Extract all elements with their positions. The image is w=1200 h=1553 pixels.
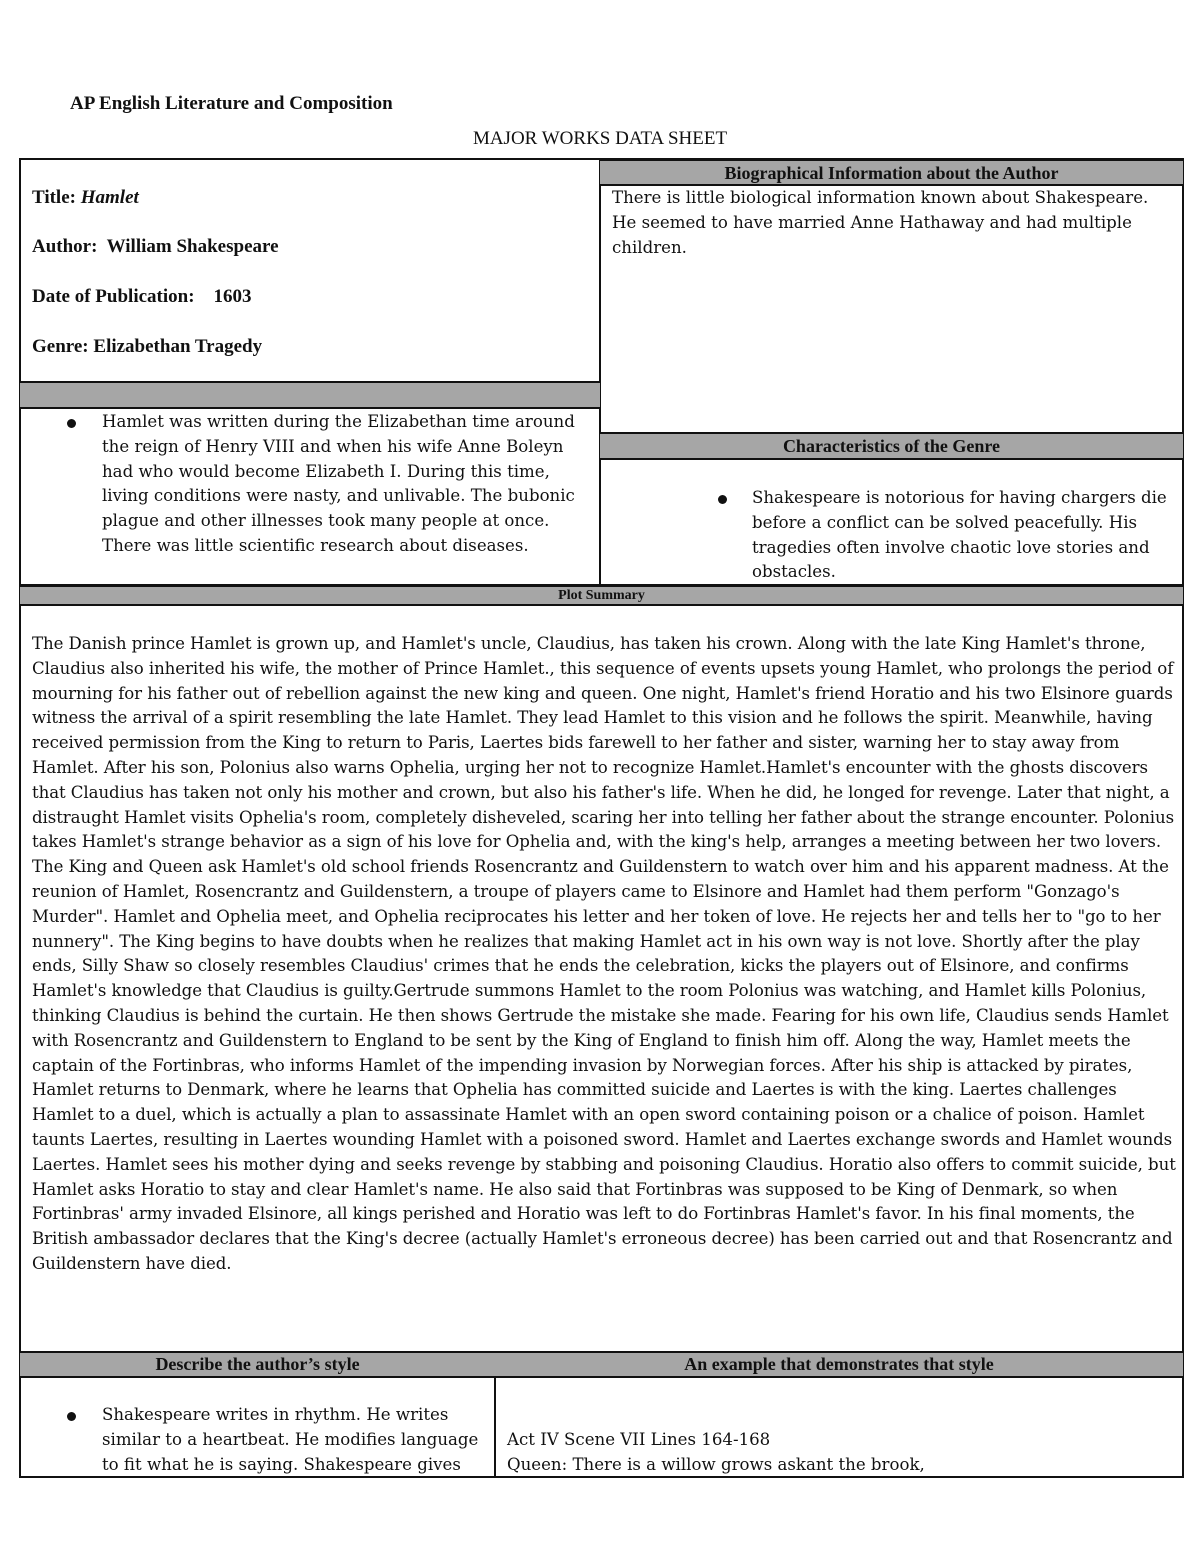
genre-label: Genre: xyxy=(32,336,89,357)
genre-bullet-dot xyxy=(718,495,727,504)
date-field xyxy=(32,286,252,308)
title-field xyxy=(32,187,139,209)
historical-bullet-dot xyxy=(67,419,76,428)
title-label: Title: xyxy=(32,187,76,208)
course-title: AP English Literature and Composition xyxy=(70,93,393,114)
genre-value: Elizabethan Tragedy xyxy=(93,336,263,357)
biography-header: Biographical Information about the Author xyxy=(600,159,1183,186)
style-example-line-2: Queen: There is a willow grows askant the brook, xyxy=(507,1455,925,1474)
historical-context-text: Hamlet was written during the Elizabethan time around the reign of Henry VIII and when his wife Anne Boleyn had who would become Elizabeth I. During this time, living conditions were nasty, and unlivable. The bubonic plague and other illnesses took many people at once. There was little scientific research about diseases. xyxy=(102,412,575,555)
style-example-header: An example that demonstrates that style xyxy=(495,1351,1183,1378)
author-style-text: Shakespeare writes in rhythm. He writes similar to a heartbeat. He modifies language to fit what he is saying. Shakespeare gives xyxy=(102,1405,479,1474)
plot-summary-header: Plot Summary xyxy=(20,585,1183,606)
column-divider xyxy=(599,158,601,586)
biography-text: There is little biological information known about Shakespeare. He seemed to have married Anne Hathaway and had multiple children. xyxy=(612,188,1149,257)
date-label: Date of Publication: xyxy=(32,286,195,307)
genre-characteristics-header: Characteristics of the Genre xyxy=(600,432,1183,460)
genre-characteristics-text: Shakespeare is notorious for having chargers die before a conflict can be solved peacefully. His tragedies often involve chaotic love stories and obstacles. xyxy=(752,488,1167,582)
sheet-title: MAJOR WORKS DATA SHEET xyxy=(472,128,728,149)
plot-summary-text: The Danish prince Hamlet is grown up, and Hamlet's uncle, Claudius, has taken his crown. Along with the late King Hamlet's throne, Claudius also inherited his wife, the mother of Prince Hamlet., this sequence of events upsets young Hamlet, who prolongs the period of mourning for his father out of rebellion against the new king and queen. One night, Hamlet's friend Horatio and his two Elsinore guards witness the arrival of a spirit resembling the late Hamlet. They lead Hamlet to this vision and he follows the spirit. Meanwhile, having received permission from the King to return to Paris, Laertes bids farewell to her father and sister, warning her to stay away from Hamlet. After his son, Polonius also warns Ophelia, urging her not to recognize Hamlet.Hamlet's encounter with the ghosts discovers that Claudius has taken not only his mother and crown, but also his father's life. When he did, he longed for revenge. Later that night, a distraught Hamlet visits Ophelia's room, completely disheveled, scaring her into telling her father about the strange encounter. Polonius takes Hamlet's strange behavior as a sign of his love for Ophelia and, with the king's help, arranges a meeting between her two lovers. The King and Queen ask Hamlet's old school friends Rosencrantz and Guildenstern to watch over him and his apparent madness. At the reunion of Hamlet, Rosencrantz and Guildenstern, a troupe of players came to Elsinore and Hamlet had them perform "Gonzago's Murder". Hamlet and Ophelia meet, and Ophelia reciprocates his letter and her token of love. He rejects her and tells her to "go to her nunnery". The King begins to have doubts when he realizes that making Hamlet act in his own way is not love. Shortly after the play ends, Silly Shaw so closely resembles Claudius' crimes that he ends the celebration, kicks the players out of Elsinore, and confirms Hamlet's knowledge that Claudius is guilty.Gertrude summons Hamlet to the room Polonius was watching, and Hamlet kills Polonius, thinking Claudius is behind the curtain. He then shows Gertrude the mistake she made. Fearing for his own life, Claudius sends Hamlet with Rosencrantz and Guildenstern to England to be sent by the King of England to finish him off. Along the way, Hamlet meets the captain of the Fortinbras, who informs Hamlet of the impending invasion by Norwegian forces. After his ship is attacked by pirates, Hamlet returns to Denmark, where he learns that Ophelia has committed suicide and Laertes is with the king. Laertes challenges Hamlet to a duel, which is actually a plan to assassinate Hamlet with an open sword containing poison or a chalice of poison. Hamlet taunts Laertes, resulting in Laertes wounding Hamlet with a poisoned sword. Hamlet and Laertes exchange swords and Hamlet wounds Laertes. Hamlet sees his mother dying and seeks revenge by stabbing and poisoning Claudius. Horatio also offers to commit suicide, but Hamlet asks Horatio to stay and clear Hamlet's name. He also said that Fortinbras was supposed to be King of Denmark, so when Fortinbras' army invaded Elsinore, all kings perished and Horatio was left to do Fortinbras Hamlet's favor. In his final moments, the British ambassador declares that the King's decree (actually Hamlet's erroneous decree) has been carried out and that Rosencrantz and Guildenstern have died. xyxy=(32,634,1176,1273)
style-bullet-dot xyxy=(67,1412,76,1421)
author-name: William Shakespeare xyxy=(106,236,279,257)
author-field xyxy=(32,236,279,258)
historical-context-header xyxy=(20,381,600,409)
style-example-line-1: Act IV Scene VII Lines 164-168 xyxy=(507,1430,771,1449)
author-label: Author: xyxy=(32,236,98,257)
genre-field xyxy=(32,336,262,358)
publication-date: 1603 xyxy=(213,286,252,307)
work-title: Hamlet xyxy=(80,187,139,208)
author-style-header: Describe the author’s style xyxy=(20,1351,495,1378)
